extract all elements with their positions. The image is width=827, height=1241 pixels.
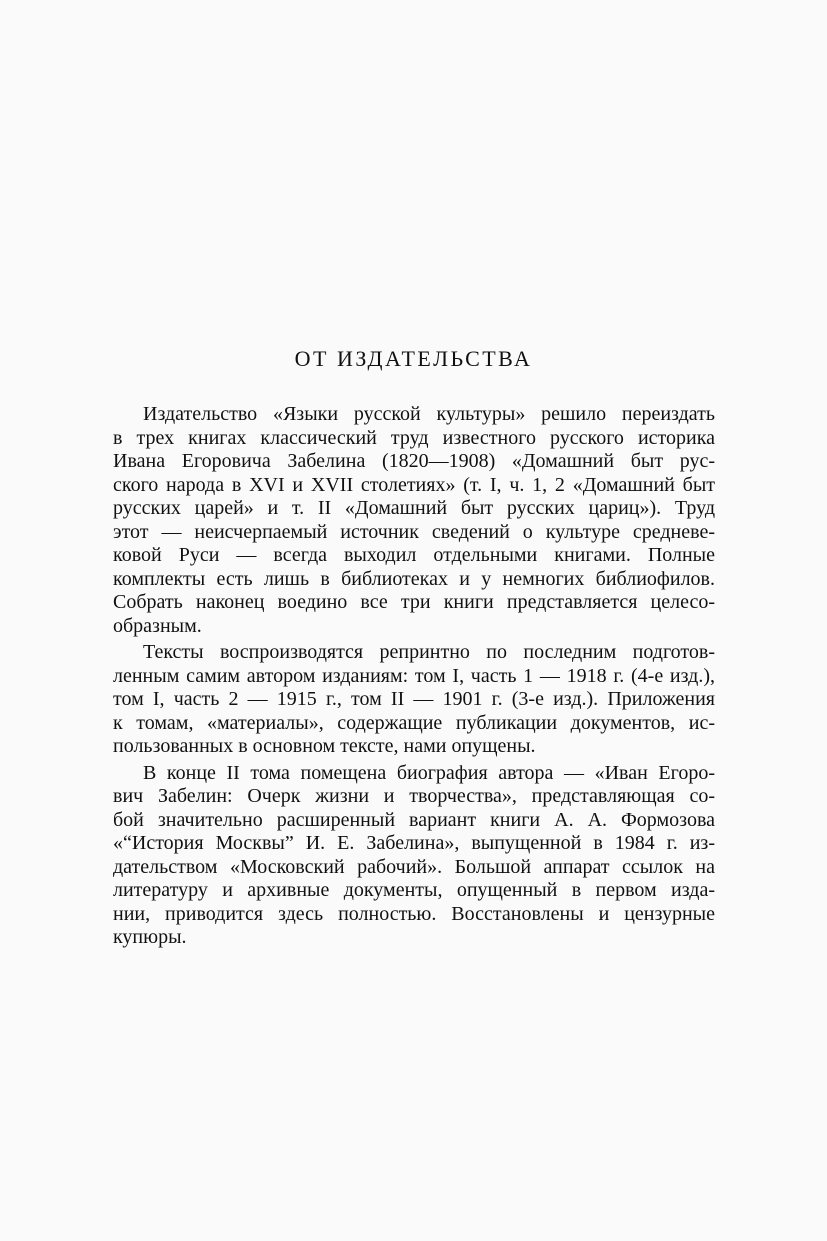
text-line: вич Забелин: Очерк жизни и творчества», представляющая со- — [113, 785, 715, 807]
text-line: ского народа в XVI и XVII столетиях» (т. I, ч. 1, 2 «Домашний быт — [113, 473, 715, 496]
paragraph — [113, 403, 715, 638]
text-line: В конце II тома помещена биография автора — «Иван Егоро- — [143, 761, 715, 784]
text-line: этот — неисчерпаемый источник сведений о культуре средневе- — [113, 520, 715, 543]
text-line: Издательство «Языки русской культуры» решило переиздать — [143, 403, 715, 425]
page-title: ОТ ИЗДАТЕЛЬСТВА — [294, 346, 533, 371]
text-line: купюры. — [113, 926, 187, 948]
text-line: «“История Москвы” И. Е. Забелина», выпущенной в 1984 г. из- — [113, 832, 715, 854]
text-line: русских царей» и т. II «Домашний быт русских цариц»). Труд — [113, 497, 715, 519]
body-text — [113, 403, 715, 950]
text-line: пользованных в основном тексте, нами опущены. — [113, 735, 536, 757]
text-line: Тексты воспроизводятся репринтно по последним подготов- — [143, 641, 715, 663]
text-line: Собрать наконец воедино все три книги представляется целесо- — [113, 591, 715, 613]
text-line: нии, приводится здесь полностью. Восстановлены и цензурные — [113, 902, 715, 925]
paragraph — [113, 762, 715, 950]
text-line: литературу и архивные документы, опущенный в первом изда- — [113, 879, 715, 901]
text-line: ковой Руси — всегда выходил отдельными книгами. Полные — [113, 544, 715, 566]
text-line: дательством «Московский рабочий». Большой аппарат ссылок на — [113, 855, 715, 878]
text-line: Ивана Егоровича Забелина (1820—1908) «Домашний быт рус- — [113, 450, 715, 472]
text-line: том I, часть 2 — 1915 г., том II — 1901 г. (3-е изд.). Приложения — [113, 688, 715, 710]
text-line: комплекты есть лишь в библиотеках и у немногих библиофилов. — [113, 567, 715, 590]
text-line: в трех книгах классический труд известного русского историка — [113, 426, 715, 449]
text-line: ленным самим автором изданиям: том I, часть 1 — 1918 г. (4-е изд.), — [113, 664, 715, 687]
text-line: бой значительно расширенный вариант книги А. А. Формозова — [113, 808, 715, 831]
text-line: образным. — [113, 614, 202, 637]
text-line: к томам, «материалы», содержащие публикации документов, ис- — [113, 711, 715, 734]
paragraph — [113, 641, 715, 759]
